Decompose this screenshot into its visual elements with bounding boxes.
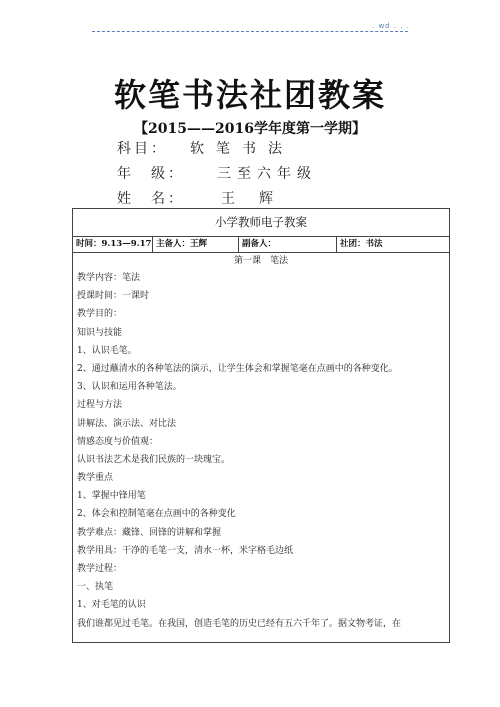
body-line: 1、掌握中锋用笔 xyxy=(77,491,146,502)
body-line: 教学内容：笔法 xyxy=(77,273,141,283)
body-line: 教学重点 xyxy=(77,473,114,484)
lesson-plan-table xyxy=(72,208,450,643)
body-line: 教学目的： xyxy=(77,309,123,320)
body-line: 2、通过蘸清水的各种笔法的演示，让学生体会和掌握笔毫在点画中的各种变化。 xyxy=(77,363,398,374)
body-line: 教学过程： xyxy=(77,564,123,574)
body-line: 过程与方法 xyxy=(77,400,123,411)
meta-assist: 副备人： xyxy=(239,237,337,252)
grade-value: 三至六年级 xyxy=(217,166,317,182)
meta-row xyxy=(73,237,449,253)
body-line: 情感态度与价值观： xyxy=(77,436,159,447)
name-value: 王辉 xyxy=(221,191,297,207)
body-line: 教学用具：干净的毛笔一支，清水一杯，米字格毛边纸 xyxy=(77,545,294,556)
name-label: 姓 名： xyxy=(117,191,185,207)
term-line: 【2015——2016学年度第一学期】 xyxy=(134,121,366,137)
body-line: 1、对毛笔的认识 xyxy=(77,600,146,611)
body-line: 讲解法、演示法、对比法 xyxy=(77,418,177,429)
subject-label: 科目： xyxy=(117,141,168,157)
meta-time: 时间：9.13—9.17 xyxy=(73,237,153,252)
grade-label: 年 级： xyxy=(117,166,185,182)
body-line: 认识书法艺术是我们民族的一块瑰宝。 xyxy=(77,454,231,465)
body-line: 我们谁都见过毛笔。在我国，创造毛笔的历史已经有五六千年了。据文物考证，在 xyxy=(77,618,402,629)
body-line: 授课时间：一课时 xyxy=(77,291,150,302)
document-title: 软笔书法社团教案 xyxy=(113,76,386,114)
lesson-heading: 第一课 笔法 xyxy=(233,256,288,266)
body-line: 2、体会和控制笔毫在点画中的各种变化 xyxy=(77,509,236,520)
sheet-title: 小学教师电子教案 xyxy=(73,209,449,237)
body-line: 教学难点：藏锋、回锋的讲解和掌握 xyxy=(77,527,222,538)
header-mark: . wd . . . xyxy=(372,22,410,30)
meta-lead: 主备人：王辉 xyxy=(153,237,239,252)
body-line: 一、执笔 xyxy=(77,582,114,593)
body-line: 1、认识毛笔。 xyxy=(77,345,137,356)
header-dashed-rule xyxy=(92,31,408,32)
subject-value: 软笔书法 xyxy=(190,141,294,157)
body-line: 3、认识和运用各种笔法。 xyxy=(77,382,182,393)
lesson-body xyxy=(73,269,449,633)
body-line: 知识与技能 xyxy=(77,327,123,338)
meta-club: 社团：书法 xyxy=(340,239,383,249)
